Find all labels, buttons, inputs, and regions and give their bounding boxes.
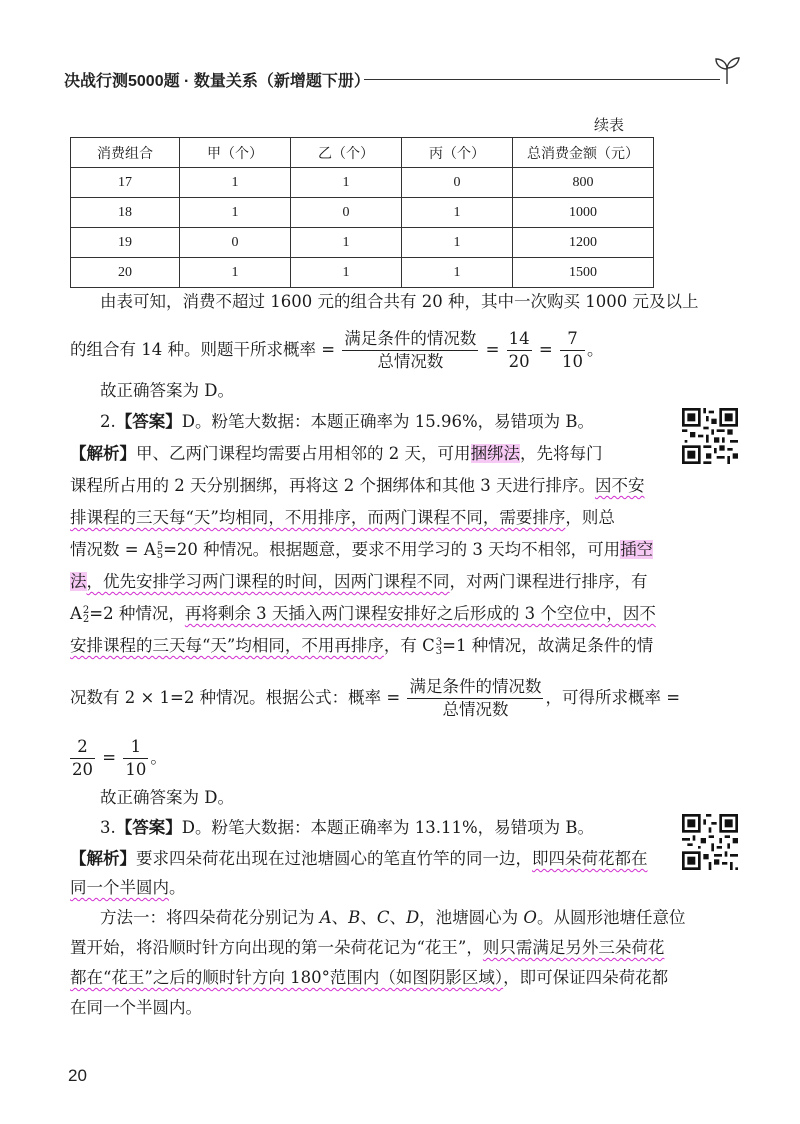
text-span: ，则总 — [565, 508, 615, 527]
column-header: 总消费金额（元） — [513, 138, 654, 168]
var-D: D — [405, 908, 420, 927]
analysis-tag: 【解析】 — [70, 849, 136, 868]
text-span: =2 种情况， — [89, 604, 185, 623]
q2-analysis-line-8 — [70, 676, 681, 721]
wavy-underline: ，优先安排学习两门课程的时间，因两门课程不同 — [86, 572, 450, 591]
var-A: A — [319, 908, 332, 927]
book-title: 决战行测5000题 · 数量关系（新增题下册） — [64, 73, 370, 90]
fraction-numerator: 14 — [507, 328, 532, 351]
header-rule — [364, 79, 720, 80]
text-span: ，池塘圆心为 — [419, 908, 524, 927]
q1-line-1: 由表可知，消费不超过 1600 元的组合共有 20 种，其中一次购买 1000 元及以上 — [100, 292, 699, 311]
q2-analysis-line-3 — [70, 508, 660, 528]
answer-tag: 【答案】 — [115, 412, 182, 431]
q2-analysis-line-2 — [70, 476, 660, 496]
page-header — [64, 62, 744, 92]
text-span: 、 — [389, 908, 406, 927]
text-span: =1 种情况，故满足条件的情 — [442, 636, 654, 655]
fraction-denominator: 10 — [125, 760, 147, 779]
text-span: 况数有 2 × 1=2 种情况。根据公式：概率 = — [70, 688, 401, 707]
text-span: =20 种情况。根据题意，要求不用学习的 3 天均不相邻，可用 — [163, 540, 621, 559]
text-span: 置开始，将沿顺时针方向出现的第一朵荷花记为“花王”， — [70, 938, 483, 957]
q2-analysis-line-7 — [70, 636, 660, 656]
table-cell: 1 — [180, 198, 291, 228]
wavy-underline: 则只需满足另外三朵荷花 — [482, 938, 665, 957]
text-span: 要求四朵荷花出现在过池塘圆心的笔直竹竿的同一边， — [136, 849, 532, 868]
table-cell: 20 — [71, 258, 180, 288]
answer-tag: 【答案】 — [115, 818, 182, 837]
q3-method1-line-2 — [70, 938, 665, 958]
fraction-numerator: 满足条件的情况数 — [407, 676, 543, 699]
q3-method1-line-1 — [100, 908, 690, 928]
table-cell: 1 — [291, 168, 402, 198]
q2-analysis-line-4 — [70, 540, 660, 560]
subscript: 5 — [156, 549, 164, 561]
var-B: B — [348, 908, 361, 927]
text-span: 课程所占用的 2 天分别捆绑，再将这 2 个捆绑体和其他 3 天进行排序。 — [70, 476, 595, 495]
fraction-numerator: 2 — [70, 736, 95, 759]
q3-answer-line — [100, 818, 690, 838]
var-O: O — [523, 908, 537, 927]
q2-analysis-line-1 — [70, 444, 660, 464]
table-cell: 1 — [291, 228, 402, 258]
q1-line-2 — [70, 328, 660, 373]
text-span: 。从圆形池塘任意位 — [536, 908, 686, 927]
table-header-row — [71, 138, 654, 168]
column-header: 丙（个） — [402, 138, 513, 168]
table-cell: 0 — [402, 168, 513, 198]
text-span: 情况数 = A — [70, 540, 156, 559]
table-cell: 1200 — [513, 228, 654, 258]
table-cell: 800 — [513, 168, 654, 198]
superscript: 3 — [435, 636, 443, 648]
fraction-numerator: 7 — [560, 328, 585, 351]
table-cell: 18 — [71, 198, 180, 228]
highlight-insertion-method: 法 — [70, 572, 87, 591]
table-cell: 1000 — [513, 198, 654, 228]
table-cell: 1 — [180, 258, 291, 288]
table-row — [71, 258, 654, 288]
table-cell: 1 — [402, 258, 513, 288]
answer-text: D。粉笔大数据：本题正确率为 13.11%，易错项为 B。 — [181, 818, 595, 837]
wavy-underline: 因不安 — [594, 476, 645, 495]
table-continued-label: 续表 — [594, 116, 625, 134]
wavy-underline: 排课程的三天每“天”均相同，不用排序，而两门课程不同，需要排序 — [70, 508, 566, 527]
period: 。 — [586, 340, 604, 359]
text-span: ，即可保证四朵荷花都 — [503, 968, 669, 987]
fraction-numerator: 满足条件的情况数 — [342, 328, 478, 351]
q2-fraction-1-10 — [123, 736, 148, 781]
superscript: 5 — [156, 540, 164, 552]
text-span: ，可得所求概率 = — [545, 688, 681, 707]
table-row — [71, 198, 654, 228]
equals-sign: = — [102, 748, 117, 767]
equals-sign: = — [485, 340, 500, 359]
table-cell: 0 — [180, 228, 291, 258]
q1-final-answer: 故正确答案为 D。 — [100, 381, 234, 400]
q2-analysis-line-5 — [70, 572, 660, 592]
q3-analysis-line-2 — [70, 878, 660, 898]
question-number: 2. — [100, 412, 116, 431]
qr-code-icon[interactable] — [682, 814, 738, 870]
table-cell: 1 — [291, 258, 402, 288]
q3-method1-line-3 — [70, 968, 669, 988]
fraction-denominator: 总情况数 — [377, 352, 444, 371]
text-span: ，对两门课程进行排序，有 — [449, 572, 648, 591]
text-span: ，先将每门 — [520, 444, 603, 463]
q1-fraction-words — [342, 328, 478, 373]
period: 。 — [150, 748, 167, 767]
q1-probability-text: 的组合有 14 种。则题干所求概率 = — [70, 340, 336, 359]
table-cell: 1 — [402, 198, 513, 228]
wavy-underline: 同一个半圆内 — [70, 878, 169, 897]
column-header: 甲（个） — [180, 138, 291, 168]
q3-method1-line-4: 在同一个半圆内。 — [70, 998, 202, 1017]
qr-code-icon[interactable] — [682, 408, 738, 464]
superscript: 2 — [82, 604, 90, 616]
wavy-underline: 即四朵荷花都在 — [532, 849, 648, 868]
subscript: 3 — [435, 645, 443, 657]
question-number: 3. — [100, 818, 116, 837]
q2-answer-line — [100, 412, 690, 432]
q2-final-answer: 故正确答案为 D。 — [100, 788, 234, 807]
text-span: 甲、乙两门课程均需要占用相邻的 2 天，可用 — [136, 444, 471, 463]
table-cell: 1500 — [513, 258, 654, 288]
table-cell: 1 — [180, 168, 291, 198]
q2-analysis-line-9 — [70, 736, 660, 781]
equals-sign: = — [538, 340, 553, 359]
table-cell: 19 — [71, 228, 180, 258]
fraction-denominator: 20 — [508, 352, 530, 371]
table-cell: 0 — [291, 198, 402, 228]
text-span: ，有 C — [383, 636, 435, 655]
q3-analysis-line-1 — [70, 849, 660, 869]
column-header: 消费组合 — [71, 138, 180, 168]
q2-fraction-words — [407, 676, 543, 721]
answer-text: D。粉笔大数据：本题正确率为 15.96%，易错项为 B。 — [181, 412, 595, 431]
text-span: 。 — [169, 878, 186, 897]
wavy-underline: 再将剩余 3 天插入两门课程安排好之后形成的 3 个空位中，因不 — [184, 604, 656, 623]
fraction-numerator: 1 — [123, 736, 148, 759]
text-span: 、 — [331, 908, 349, 927]
column-header: 乙（个） — [291, 138, 402, 168]
q2-analysis-line-6 — [70, 604, 660, 624]
highlight-insertion-method: 插空 — [620, 540, 654, 559]
fraction-denominator: 总情况数 — [442, 700, 509, 719]
wavy-underline: 安排课程的三天每“天”均相同，不用再排序 — [70, 636, 384, 655]
text-span: 方法一：将四朵荷花分别记为 — [100, 908, 320, 927]
text-span: A — [70, 604, 82, 623]
table-row — [71, 228, 654, 258]
q1-fraction-7-10 — [560, 328, 585, 373]
table-row — [71, 168, 654, 198]
fraction-denominator: 10 — [561, 352, 583, 371]
q1-fraction-14-20 — [507, 328, 532, 373]
highlight-bundling-method: 捆绑法 — [470, 444, 520, 463]
text-span: 、 — [360, 908, 377, 927]
q2-fraction-2-20 — [70, 736, 95, 781]
wavy-underline: 都在“花王”之后的顺时针方向 180°范围内（如图阴影区域） — [70, 968, 504, 987]
var-C: C — [376, 908, 390, 927]
table-cell: 1 — [402, 228, 513, 258]
analysis-tag: 【解析】 — [70, 444, 136, 463]
table-cell: 17 — [71, 168, 180, 198]
fraction-denominator: 20 — [72, 760, 93, 779]
consumption-table — [70, 137, 654, 288]
page-number: 20 — [68, 1066, 87, 1085]
sprout-icon — [710, 56, 744, 86]
subscript: 2 — [82, 613, 90, 625]
